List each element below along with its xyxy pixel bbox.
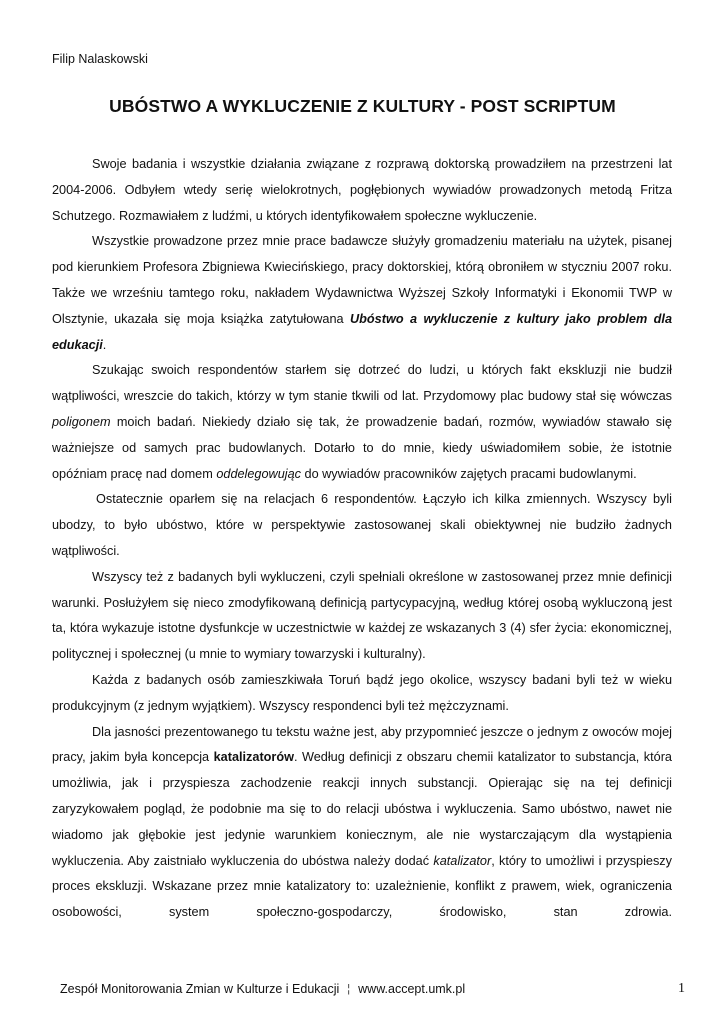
paragraph: Swoje badania i wszystkie działania związane z rozprawą doktorską prowadziłem na przestrzeni lat 2004-2006. Odbyłem wtedy serię wielokrotnych, pogłębionych wywiadów prowadzonych metodą Fritza Schutzego. Rozmawiałem z ludźmi, u których identyfikowałem społeczne wykluczenie. <box>52 157 672 223</box>
paragraph-text: Wszystkie prowadzone przez mnie prace badawcze służyły gromadzeniu materiału na użytek, pisanej pod kierunkiem Profesora Zbigniewa Kwiecińskiego, pracy doktorskiej, którą obroniłem w styczniu 2007 roku. Także we wrześniu tamtego roku, nakładem Wydawnictwa Wyższej Szkoły Informatyki i Ekonomii TWP w Olsztynie, ukazała się moja książka zatytułowana <box>52 234 672 326</box>
emphasis-text: oddelegowując <box>216 466 301 481</box>
paragraph-text: . Według definicji z obszaru chemii katalizator to substancja, która umożliwia, jak i przyspiesza zachodzenie reakcji innych substancji. Opierając się na tej definicji zaryzykowałem pogląd, że podobnie ma się to do relacji ubóstwa i wykluczenia. Samo ubóstwo, nawet nie wiadomo jak głębokie jest jedynie warunkiem koniecznym, ale nie wystarczającym dla wystąpienia wykluczenia. Aby zaistniało wykluczenia do ubóstwa należy dodać <box>52 750 672 868</box>
paragraph-text: Szukając swoich respondentów starłem się dotrzeć do ludzi, u których fakt ekskluzji nie budził wątpliwości, wreszcie do takich, którzy w tym stanie tkwili od lat. Przydomowy plac budowy stał się wówczas <box>52 363 672 404</box>
footer-url[interactable]: www.accept.umk.pl <box>358 982 466 996</box>
paragraph-text: Dla jasności prezentowanego tu tekstu ważne jest, aby przypomnieć jeszcze o jednym z owoców mojej pracy, jakim była koncepcja <box>52 724 672 765</box>
footer-separator: ¦ <box>347 983 351 995</box>
paragraph-text: . <box>102 337 107 352</box>
footer-organization: Zespół Monitorowania Zmian w Kulturze i Edukacji <box>60 982 340 996</box>
page-footer <box>60 980 685 998</box>
paragraph <box>52 720 672 926</box>
paragraph-text: do wywiadów pracowników zajętych pracami budowlanymi. <box>300 466 637 481</box>
emphasis-text: poligonem <box>52 414 111 429</box>
emphasis-text: katalizator <box>433 853 492 868</box>
page-number: 1 <box>678 981 685 996</box>
paragraph: Każda z badanych osób zamieszkiwała Toruń bądź jego okolice, wszyscy badani byli też w wieku produkcyjnym (z jednym wyjątkiem). Wszyscy respondenci byli też mężczyznami. <box>52 672 672 713</box>
book-title: Ubóstwo a wykluczenie z kultury jako problem dla edukacji <box>52 311 672 352</box>
paragraph: Wszyscy też z badanych byli wykluczeni, czyli spełniali określone w zastosowanej przez mnie definicji warunki. Posłużyłem się nieco zmodyfikowaną definicją partycypacyjną, według której osobą wykluczoną jest ta, która wykazuje istotne dysfunkcje w uczestnictwie w każdej ze wskazanych 3 (4) sfer życia: ekonomicznej, politycznej i społecznej (u mnie to wymiary towarzyski i kulturalny). <box>52 569 672 662</box>
document-body <box>52 152 672 926</box>
paragraph <box>52 358 672 487</box>
document-title: UBÓSTWO A WYKLUCZENIE Z KULTURY - POST SCRIPTUM <box>109 96 616 116</box>
paragraph: Ostatecznie oparłem się na relacjach 6 respondentów. Łączyło ich kilka zmiennych. Wszyscy byli ubodzy, to było ubóstwo, które w perspektywie zastosowanej skali obiektywnej nie budziło żadnych wątpliwości. <box>52 492 672 558</box>
bold-term: katalizatorów <box>213 750 294 765</box>
paragraph <box>52 229 672 358</box>
paragraph-text: , który to umożliwi i przyspieszy proces ekskluzji. Wskazane przez mnie katalizatory to: uzależnienie, konflikt z prawem, wiek, ograniczenia osobowości, system społeczno-gospodarczy, środowisko, stan zdrowia. <box>52 853 672 920</box>
paragraph-text: moich badań. Niekiedy działo się tak, że prowadzenie badań, rozmów, wywiadów stawało się ważniejsze od samych prac budowlanych. Dotarło to do mnie, kiedy uświadomiłem sobie, że istotnie opóźniam pracę nad domem <box>52 414 672 481</box>
author-name: Filip Nalaskowski <box>52 52 148 66</box>
